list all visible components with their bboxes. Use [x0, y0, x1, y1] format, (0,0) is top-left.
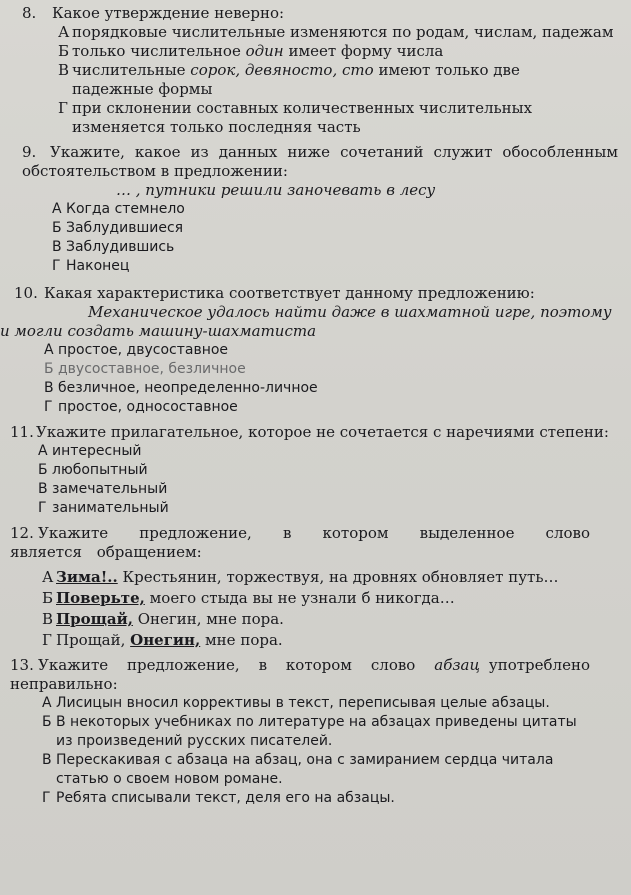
option-9-c — [10, 238, 621, 257]
question-prompt: Какая характеристика соответствует данному предложению: — [44, 284, 535, 302]
option-highlighted-word: Зима!.. — [56, 568, 118, 586]
option-11-d — [10, 499, 621, 518]
option-letter: Г — [44, 399, 53, 415]
option-letter: Б — [42, 589, 54, 607]
option-text: Перескакивая с абзаца на абзац, она с замиранием сердца читала статью о своем новом романе. — [56, 752, 554, 787]
question-number: 10. — [14, 284, 38, 302]
option-letter: В — [58, 61, 70, 79]
option-highlighted-word: Поверьте, — [56, 589, 145, 607]
option-text-pre: только числительное — [72, 42, 246, 60]
option-letter: В — [52, 239, 62, 255]
option-letter: А — [42, 568, 54, 586]
option-letter: Б — [52, 220, 62, 236]
option-letter: В — [38, 481, 48, 497]
option-letter: Г — [42, 790, 51, 806]
option-highlighted-word: Онегин, — [130, 631, 201, 649]
option-9-d — [10, 257, 621, 276]
question-11-head — [10, 423, 621, 442]
option-text-post: мне пора. — [200, 631, 283, 649]
question-9-sentence: … , путники решили заночевать в лесу — [116, 181, 436, 199]
question-9 — [10, 143, 621, 276]
option-letter: Г — [58, 99, 68, 117]
option-text: Когда стемнело — [66, 201, 185, 217]
question-prompt: Укажите предложение, в котором выделенное слово является обращением: — [10, 524, 590, 561]
option-text-post: Онегин, мне пора. — [132, 610, 284, 628]
option-text: занимательный — [52, 500, 169, 516]
option-text: безличное, неопределенно-личное — [58, 380, 318, 396]
option-text: при склонении составных количественных числительных изменяется только последняя часть — [72, 99, 533, 136]
question-number: 13. — [10, 656, 34, 674]
option-highlighted-word: Прощай, — [56, 610, 133, 628]
option-text: Ребята списывали текст, деля его на абзацы. — [56, 790, 395, 806]
option-12-a — [10, 568, 621, 587]
question-prompt: Какое утверждение неверно: — [52, 4, 285, 22]
option-text-post: имеет форму числа — [283, 42, 444, 60]
option-13-b — [10, 713, 586, 751]
option-13-c — [10, 751, 586, 789]
option-text: двусоставное, безличное — [58, 361, 246, 377]
question-13 — [10, 656, 621, 808]
question-prompt-italic: абзац — [434, 656, 480, 674]
option-text: любопытный — [52, 462, 148, 478]
option-10-d — [10, 398, 621, 417]
option-letter: А — [38, 443, 48, 459]
option-letter: Г — [52, 258, 61, 274]
option-text-italic: сорок, девяносто, сто — [190, 61, 374, 79]
option-text-post: Крестьянин, торжествуя, на дровнях обновляет путь… — [117, 568, 559, 586]
option-13-a — [10, 694, 586, 713]
question-10-sentence: Механическое удалось найти даже в шахматной игре, поэтому и могли создать машину-шахматиста — [0, 303, 612, 340]
option-text: интересный — [52, 443, 142, 459]
option-text: Лисицын вносил коррективы в текст, переписывая целые абзацы. — [56, 695, 550, 711]
option-11-b — [10, 461, 621, 480]
option-letter: В — [44, 380, 54, 396]
option-letter: А — [58, 23, 70, 41]
question-8 — [10, 4, 621, 137]
option-10-b — [10, 360, 621, 379]
option-13-d — [10, 789, 586, 808]
option-text-pre: Прощай, — [56, 631, 131, 649]
option-12-d — [10, 631, 621, 650]
option-11-c — [10, 480, 621, 499]
question-number: 11. — [10, 423, 34, 441]
option-9-a — [10, 200, 621, 219]
option-text: Заблудившиеся — [66, 220, 184, 236]
question-prompt: Укажите прилагательное, которое не сочетается с наречиями степени: — [36, 423, 609, 441]
option-9-b — [10, 219, 621, 238]
option-letter: Б — [58, 42, 70, 60]
option-8-d — [10, 99, 562, 137]
option-text-pre: числительные — [72, 61, 191, 79]
option-letter: Б — [44, 361, 54, 377]
option-letter: А — [44, 342, 54, 358]
option-8-a — [10, 23, 621, 42]
question-13-head — [10, 656, 590, 694]
option-text-post: моего стыда вы не узнали б никогда… — [144, 589, 455, 607]
question-10 — [0, 284, 621, 417]
option-letter: В — [42, 610, 54, 628]
question-prompt-post: употреблено неправильно: — [10, 656, 590, 693]
question-number: 8. — [22, 4, 37, 22]
option-text: простое, двусоставное — [58, 342, 229, 358]
option-12-c — [10, 610, 621, 629]
option-11-a — [10, 442, 621, 461]
question-prompt: Укажите, какое из данных ниже сочетаний служит обособленным обстоятельством в предложении: — [22, 143, 618, 180]
option-text: замечательный — [52, 481, 168, 497]
question-11 — [10, 423, 621, 518]
question-number: 9. — [22, 143, 37, 161]
option-text: порядковые числительные изменяются по родам, числам, падежам — [72, 23, 614, 41]
option-letter: Г — [42, 631, 52, 649]
option-letter: Б — [42, 714, 52, 730]
option-letter: А — [52, 201, 62, 217]
option-text-post: имеют только две падежные формы — [72, 61, 520, 98]
question-prompt-pre: Укажите предложение, в котором слово — [38, 656, 435, 674]
option-letter: В — [42, 752, 52, 768]
option-text: Заблудившись — [66, 239, 175, 255]
option-letter: Г — [38, 500, 47, 516]
option-text: В некоторых учебниках по литературе на абзацах приведены цитаты из произведений русских писателей. — [56, 714, 577, 749]
question-12 — [10, 524, 621, 650]
option-letter: Б — [38, 462, 48, 478]
option-10-c — [10, 379, 621, 398]
question-number: 12. — [10, 524, 34, 542]
option-10-a — [10, 341, 621, 360]
question-8-head — [10, 4, 621, 23]
option-letter: А — [42, 695, 52, 711]
option-12-b — [10, 589, 621, 608]
option-8-b — [10, 42, 621, 61]
option-text: простое, односоставное — [58, 399, 238, 415]
question-9-head — [10, 143, 618, 181]
question-10-head — [10, 284, 621, 303]
option-text: Наконец — [66, 258, 130, 274]
question-12-head — [10, 524, 590, 562]
option-text-italic: один — [245, 42, 284, 60]
option-8-c — [10, 61, 592, 99]
